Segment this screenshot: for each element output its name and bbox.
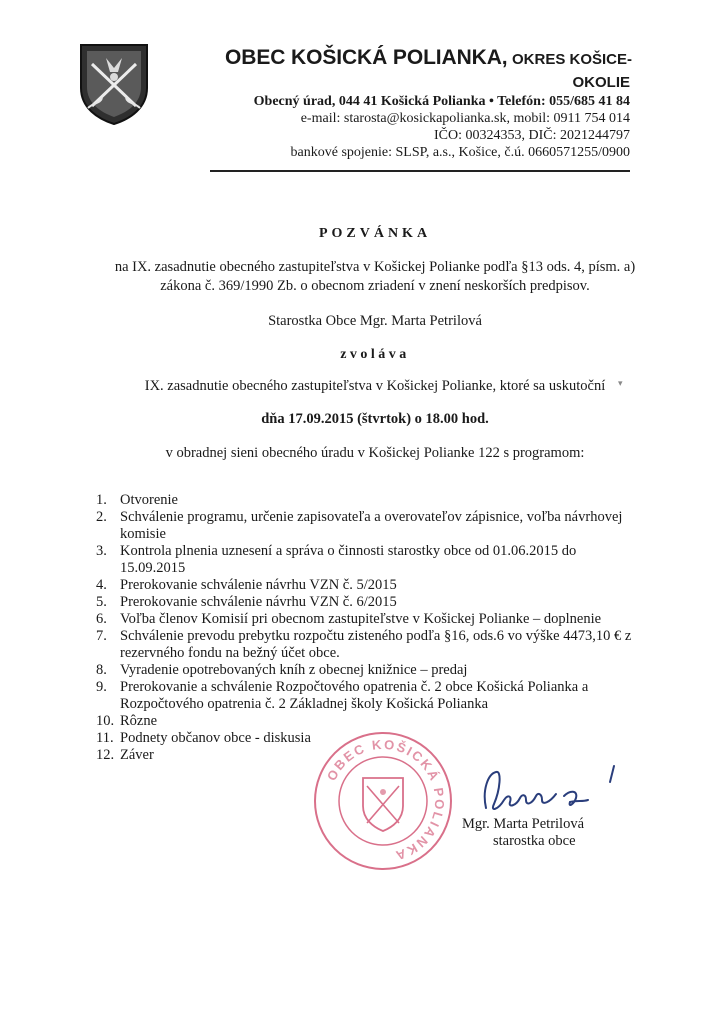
item-number: 5.	[96, 594, 107, 610]
item-number: 12.	[96, 747, 115, 763]
list-item	[96, 492, 636, 509]
item-text: Schválenie programu, určenie zapisovateľa a overovateľov zápisnice, voľba návrhovej komisie	[120, 509, 623, 542]
item-number: 8.	[96, 662, 107, 678]
item-number: 3.	[96, 543, 107, 559]
program-list	[96, 492, 636, 764]
list-item	[96, 594, 636, 611]
convener-line: Starostka Obce Mgr. Marta Petrilová	[268, 313, 482, 329]
municipality-name: OBEC KOŠICKÁ POLIANKA,	[225, 46, 508, 69]
item-text: Záver	[120, 747, 154, 763]
signatory-name: Mgr. Marta Petrilová	[462, 816, 585, 832]
item-number: 7.	[96, 628, 107, 644]
bank-details: bankové spojenie: SLSP, a.s., Košice, č.ú. 0660571255/0900	[290, 145, 630, 160]
item-text: Rôzne	[120, 713, 158, 729]
official-stamp-icon	[308, 726, 458, 876]
intro-line: zákona č. 369/1990 Zb. o obecnom zriadení v znení neskorších predpisov.	[160, 278, 590, 294]
list-item	[96, 611, 636, 628]
list-item	[96, 509, 636, 543]
svg-text:OBEC KOŠICKÁ POLIANKA: OBEC KOŠICKÁ POLIANKA	[323, 736, 448, 864]
item-text: Schválenie prevodu prebytku rozpočtu zisteného podľa §16, ods.6 vo výške 4473,10 € z rezervného fondu na bežný účet obce.	[120, 628, 632, 661]
item-number: 4.	[96, 577, 107, 593]
intro-line: na IX. zasadnutie obecného zastupiteľstva v Košickej Polianke podľa §13 ods. 4, písm. a)	[114, 259, 636, 275]
tax-ids: IČO: 00324353, DIČ: 2021244797	[434, 128, 630, 143]
list-item	[96, 577, 636, 594]
item-number: 10.	[96, 713, 115, 729]
convenes-verb: zvoláva	[340, 347, 410, 362]
list-item	[96, 628, 636, 662]
item-number: 9.	[96, 679, 107, 695]
list-item	[96, 679, 636, 713]
item-text: Kontrola plnenia uznesení a správa o činnosti starostky obce od 01.06.2015 do 15.09.2015	[120, 543, 577, 576]
item-text: Prerokovanie schválenie návrhu VZN č. 6/2015	[120, 594, 397, 610]
list-item	[96, 662, 636, 679]
item-number: 11.	[96, 730, 114, 746]
item-text: Prerokovanie schválenie návrhu VZN č. 5/2015	[120, 577, 397, 593]
meeting-date: dňa 17.09.2015 (štvrtok) o 18.00 hod.	[261, 411, 489, 427]
office-contact: Obecný úrad, 044 41 Košická Polianka • Telefón: 055/685 41 84	[253, 94, 630, 109]
coat-of-arms-icon	[78, 42, 150, 126]
municipality-title	[212, 47, 632, 68]
handwritten-signature-icon	[478, 760, 630, 820]
signatory-role: starostka obce	[493, 833, 576, 849]
item-text: Voľba členov Komisií pri obecnom zastupiteľstve v Košickej Polianke – doplnenie	[120, 611, 602, 627]
item-text: Otvorenie	[120, 492, 178, 508]
item-text: Prerokovanie a schválenie Rozpočtového opatrenia č. 2 obce Košická Polianka a Rozpočtového opatrenia č. 2 Základnej školy Košická Polianka	[120, 679, 589, 712]
document-heading: POZVÁNKA	[318, 226, 432, 241]
session-line: IX. zasadnutie obecného zastupiteľstva v Košickej Polianke, ktoré sa uskutoční	[144, 378, 606, 394]
email-contact: e-mail: starosta@kosickapolianka.sk, mobil: 0911 754 014	[300, 111, 630, 126]
item-number: 6.	[96, 611, 107, 627]
scan-mark: ▾	[618, 378, 623, 388]
header-divider	[210, 170, 630, 172]
item-text: Podnety občanov obce - diskusia	[120, 730, 311, 746]
item-number: 1.	[96, 492, 107, 508]
venue-line: v obradnej sieni obecného úradu v Košickej Polianke 122 s programom:	[165, 445, 585, 461]
district-name: OKRES KOŠICE-	[511, 51, 632, 68]
item-text: Vyradenie opotrebovaných kníh z obecnej knižnice – predaj	[120, 662, 468, 678]
district-name-cont: OKOLIE	[572, 74, 630, 91]
list-item	[96, 543, 636, 577]
item-number: 2.	[96, 509, 107, 525]
